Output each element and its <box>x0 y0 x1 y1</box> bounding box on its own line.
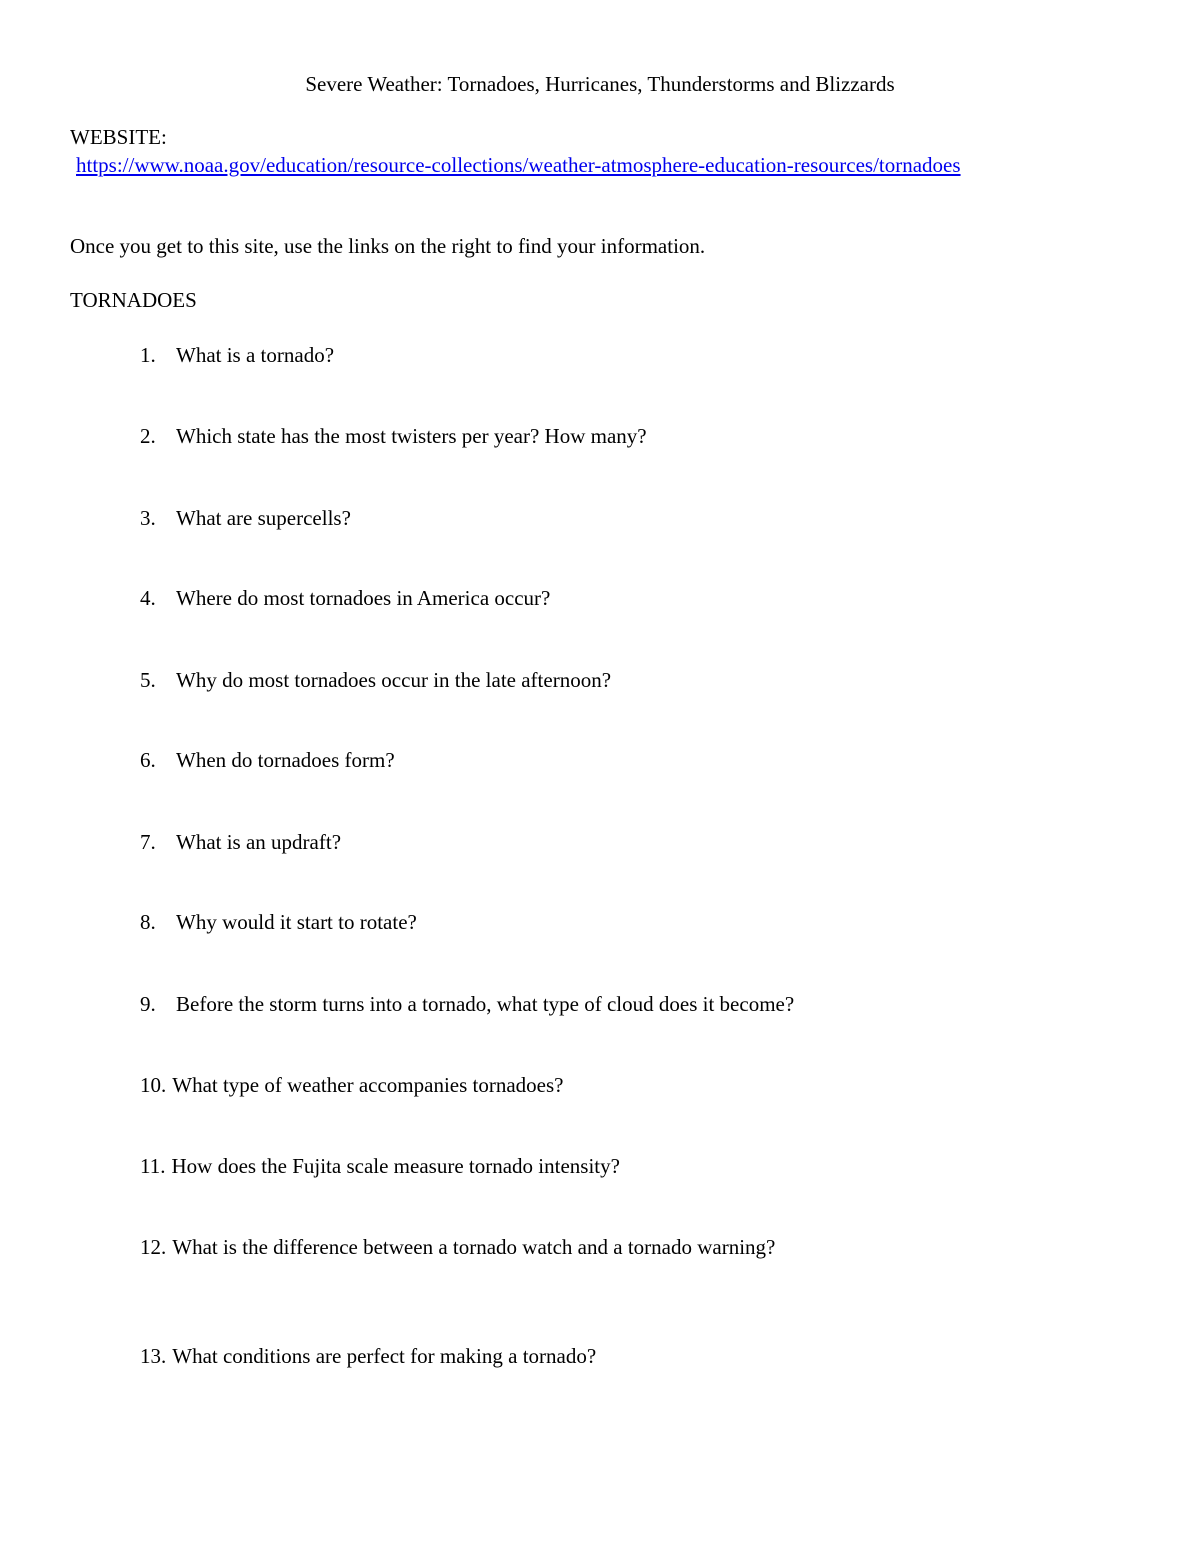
question-number: 5. <box>140 668 156 692</box>
question-item <box>140 746 395 774</box>
question-number: 13. <box>140 1344 167 1368</box>
document-title: Severe Weather: Tornadoes, Hurricanes, Thunderstorms and Blizzards <box>305 72 895 96</box>
website-link[interactable]: https://www.noaa.gov/education/resource-collections/weather-atmosphere-education-resources/tornadoes <box>76 153 961 177</box>
question-number: 9. <box>140 992 156 1016</box>
question-item <box>140 1071 564 1099</box>
question-number: 2. <box>140 424 156 448</box>
question-item <box>140 1233 775 1261</box>
question-number: 6. <box>140 748 156 772</box>
question-text: What is an updraft? <box>176 830 342 854</box>
question-text: What type of weather accompanies tornadoes? <box>172 1073 564 1097</box>
question-text: What are supercells? <box>176 506 351 530</box>
question-text: How does the Fujita scale measure tornado intensity? <box>171 1154 620 1178</box>
question-number: 10. <box>140 1073 167 1097</box>
question-item <box>140 1152 620 1180</box>
question-item <box>140 504 351 532</box>
question-item <box>140 341 334 369</box>
question-item <box>140 584 550 612</box>
question-item <box>140 666 611 694</box>
question-number: 4. <box>140 586 156 610</box>
question-number: 1. <box>140 343 156 367</box>
question-item <box>140 1342 596 1370</box>
question-text: Before the storm turns into a tornado, what type of cloud does it become? <box>176 992 795 1016</box>
instructions-text: Once you get to this site, use the links on the right to find your information. <box>70 234 706 258</box>
question-text: Why do most tornadoes occur in the late afternoon? <box>176 668 612 692</box>
question-number: 7. <box>140 830 156 854</box>
question-item <box>140 828 341 856</box>
question-item <box>140 908 417 936</box>
question-item <box>140 422 647 450</box>
question-number: 3. <box>140 506 156 530</box>
section-heading-tornadoes: TORNADOES <box>70 288 197 312</box>
question-text: Why would it start to rotate? <box>176 910 417 934</box>
question-text: What is a tornado? <box>176 343 335 367</box>
question-text: When do tornadoes form? <box>176 748 395 772</box>
question-number: 12. <box>140 1235 167 1259</box>
question-text: What is the difference between a tornado watch and a tornado warning? <box>172 1235 776 1259</box>
question-number: 11. <box>140 1154 166 1178</box>
question-number: 8. <box>140 910 156 934</box>
question-text: Where do most tornadoes in America occur? <box>176 586 551 610</box>
question-text: Which state has the most twisters per year? How many? <box>176 424 647 448</box>
question-item <box>140 990 794 1018</box>
website-label: WEBSITE: <box>70 125 167 149</box>
question-text: What conditions are perfect for making a tornado? <box>172 1344 597 1368</box>
